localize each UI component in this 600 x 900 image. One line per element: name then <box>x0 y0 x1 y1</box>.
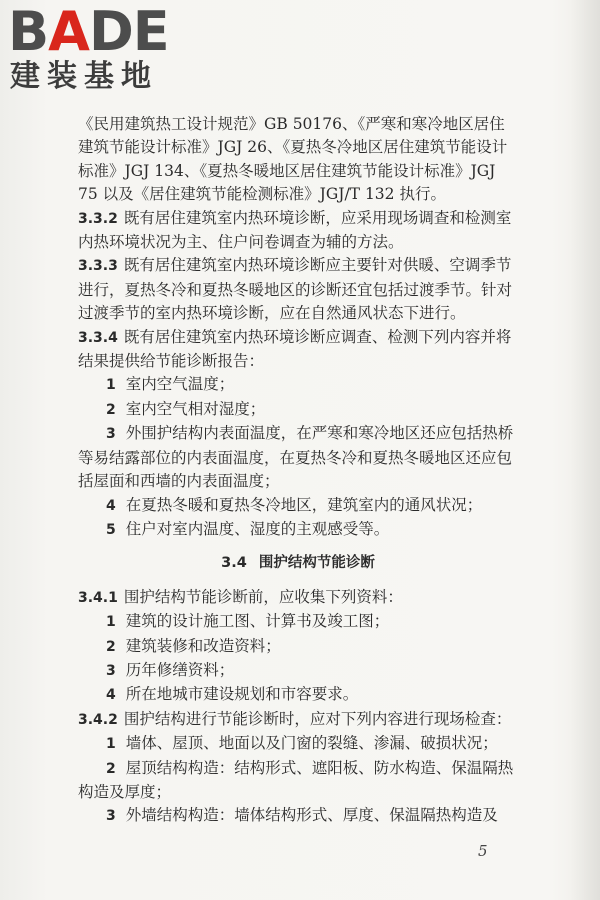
section-heading: 3.4 围护结构节能诊断 <box>221 555 375 572</box>
list-item: 3 外围护结构内表面温度，在严寒和寒冷地区还应包括热桥等易结露部位的内表面温度，在夏热冬冷和夏热冬暖地区还应包括屋面和西墙的内表面温度； <box>78 424 514 491</box>
clause-number: 3.3.3 <box>78 258 118 275</box>
list-item: 2 屋顶结构构造：结构形式、遮阳板、防水构造、保温隔热构造及厚度； <box>78 758 514 801</box>
clause-text: 既有居住建筑室内热环境诊断应主要针对供暖、空调季节进行，夏热冬冷和夏热冬暖地区的诊断还宜包括过渡季节。针对过渡季节的室内热环境诊断，应在自然通风状态下进行。 <box>78 256 513 323</box>
clause-number: 3.3.2 <box>78 210 118 227</box>
logo-chinese-name: 建装基地 <box>10 59 158 94</box>
page-edge-shadow <box>570 0 600 900</box>
clause-3-3-2 <box>78 207 518 255</box>
clause-text: 围护结构节能诊断前，应收集下列资料： <box>123 587 403 606</box>
list-item: 3 历年修缮资料； <box>106 660 235 679</box>
list-item: 1 室内空气温度； <box>106 375 235 394</box>
bade-logo <box>6 2 176 97</box>
clause-3-4-2 <box>78 708 518 732</box>
clause-number: 3.4.2 <box>78 711 118 728</box>
clause-text: 围护结构进行节能诊断时，应对下列内容进行现场检查： <box>123 709 512 728</box>
intro-paragraph: 《民用建筑热工设计规范》GB 50176、《严寒和寒冷地区居住建筑节能设计标准》JGJ 26、《夏热冬冷地区居住建筑节能设计标准》JGJ 134、《夏热冬暖地区居住建筑节能设计标准》JGJ 75 以及《居住建筑节能检测标准》JGJ/T 132 执行。 <box>78 115 508 204</box>
list-item: 4 在夏热冬暖和夏热冬冷地区，建筑室内的通风状况； <box>106 495 483 514</box>
clause-3-3-4 <box>78 326 518 374</box>
clause-3-3-3 <box>78 254 518 325</box>
clause-text: 既有居住建筑室内热环境诊断应调查、检测下列内容并将结果提供给节能诊断报告： <box>78 327 512 371</box>
list-item: 2 室内空气相对湿度； <box>106 399 266 418</box>
clause-text: 既有居住建筑室内热环境诊断，应采用现场调查和检测室内热环境状况为主、住户问卷调查为辅的方法。 <box>78 208 512 252</box>
list-item: 2 建筑装修和改造资料； <box>106 636 281 655</box>
list-item: 5 住户对室内温度、湿度的主观感受等。 <box>106 519 390 538</box>
list-item: 3 外墙结构构造：墙体结构形式、厚度、保温隔热构造及 <box>106 806 498 825</box>
page-number: 5 <box>478 842 488 860</box>
logo-wordmark: BADE <box>8 0 169 63</box>
clause-3-4-1 <box>78 586 518 610</box>
list-item: 1 建筑的设计施工图、计算书及竣工图； <box>106 612 390 631</box>
list-item: 4 所在地城市建设规划和市容要求。 <box>106 685 359 704</box>
list-item: 1 墙体、屋顶、地面以及门窗的裂缝、渗漏、破损状况； <box>106 734 498 753</box>
clause-number: 3.3.4 <box>78 329 118 346</box>
clause-number: 3.4.1 <box>78 589 118 606</box>
document-body <box>78 113 518 829</box>
